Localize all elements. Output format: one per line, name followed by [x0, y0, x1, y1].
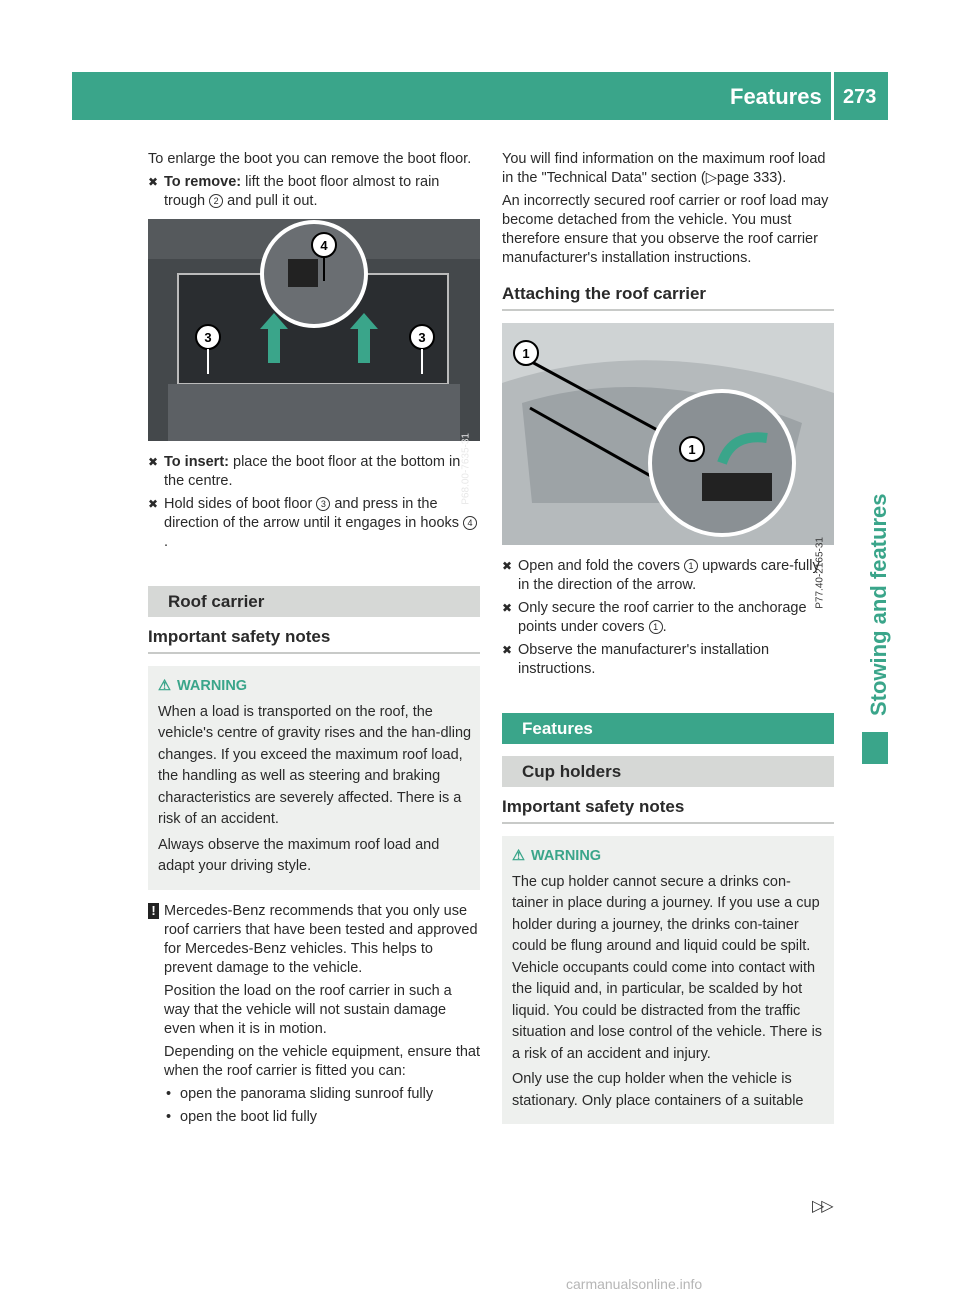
section-roof-carrier: Roof carrier	[148, 586, 480, 617]
step-arrow-icon: ✖	[148, 175, 159, 189]
step-text: and pull it out.	[223, 193, 318, 209]
step-arrow-icon: ✖	[148, 497, 159, 511]
step-text: lift the boot floor almost to rain trough	[164, 174, 440, 209]
callout-number: 2	[209, 194, 223, 208]
callout-1-detail: 1	[688, 442, 696, 457]
callout-number: 4	[463, 516, 477, 530]
warning-title-text: WARNING	[177, 678, 248, 694]
intro-text: To enlarge the boot you can remove the boot floor.	[148, 151, 472, 167]
step-observe	[502, 641, 834, 679]
intro-text-part: ).	[777, 170, 787, 186]
step-text: and press in the direction of the arrow until it engages in hooks	[164, 496, 464, 531]
subhead-attaching: Attaching the roof carrier	[502, 284, 834, 311]
step-text: Open and fold the covers	[518, 558, 685, 574]
callout-number: 1	[649, 620, 663, 634]
step-arrow-icon: ✖	[502, 601, 513, 615]
list-item-text: open the boot lid fully	[180, 1108, 318, 1125]
warning-text: The cup holder cannot secure a drinks con-tainer in place during a journey. If you use a cup holder during a journey, the drinks con-tainer could be flung around and liquid could be spilt. Vehicle occupants could come into contact with the liquid and, in particular, be scalded by hot liquid. You could be distracted from the traffic situation and lose control of the vehicle. There is a risk of an accident and injury.	[512, 873, 823, 1062]
step-text: Only secure the roof carrier to the anchorage points under covers	[518, 600, 807, 635]
note-text: Depending on the vehicle equipment, ensure that when the roof carrier is fitted you can:	[164, 1043, 480, 1079]
step-text: upwards care-fully in the direction of the arrow.	[518, 558, 820, 593]
step-open-covers	[502, 557, 834, 595]
intro-text-part: You will find information on the maximum roof load in the "Technical Data" section (	[502, 151, 826, 186]
exclamation-icon: !	[148, 903, 159, 919]
step-insert	[148, 453, 480, 491]
header-separator	[831, 72, 834, 120]
chapter-side-tab	[862, 444, 892, 716]
step-arrow-icon: ✖	[148, 455, 159, 469]
chapter-side-tab-label: Stowing and features	[866, 493, 891, 716]
figure-code: P77.40-2165-31	[815, 537, 826, 609]
page-number: 273	[843, 86, 877, 108]
warning-text: Only use the cup holder when the vehicle is stationary. Only place containers of a suitable	[512, 1071, 804, 1109]
section-features: Features	[502, 713, 834, 744]
subhead-safety-notes: Important safety notes	[148, 627, 480, 654]
continue-icon: ▷▷	[812, 1198, 831, 1215]
list-item	[164, 1108, 480, 1127]
bullet-icon: •	[166, 1108, 172, 1125]
warning-text: Always observe the maximum roof load and adapt your driving style.	[158, 836, 440, 874]
step-text: .	[662, 619, 667, 635]
figure-code: P68.00-7635-31	[461, 433, 472, 505]
warning-title-text: WARNING	[531, 848, 602, 864]
callout-number: 3	[316, 497, 330, 511]
step-arrow-icon: ✖	[502, 643, 513, 657]
page-section-title: Features	[730, 84, 822, 109]
page-link[interactable]: page 333	[716, 170, 778, 186]
callout-number: 1	[684, 559, 698, 573]
step-secure	[502, 599, 834, 637]
callout-1-top: 1	[522, 346, 530, 361]
note-text: Mercedes-Benz recommends that you only use roof carriers that have been tested and approved for Mercedes-Benz vehicles. This helps to prevent damage to the vehicle.	[164, 902, 478, 976]
boot-floor-illustration	[148, 219, 480, 441]
subhead-safety-notes: Important safety notes	[502, 797, 834, 824]
section-cup-holders: Cup holders	[502, 756, 834, 787]
note-box	[148, 902, 480, 1127]
step-label: To insert:	[164, 454, 229, 470]
note-text: Position the load on the roof carrier in such a way that the vehicle will not sustain damage even when it is in motion.	[164, 982, 452, 1037]
right-column	[502, 150, 834, 1136]
list-item	[164, 1085, 480, 1104]
callout-3-left: 3	[204, 330, 212, 345]
callout-3-right: 3	[418, 330, 426, 345]
step-label: To remove:	[164, 174, 242, 190]
intro-text	[502, 150, 834, 188]
callout-4: 4	[320, 238, 328, 253]
warning-triangle-icon: ⚠	[512, 848, 525, 864]
step-text: Hold sides of boot floor	[164, 496, 317, 512]
body-text: An incorrectly secured roof carrier or roof load may become detached from the vehicle. You must therefore ensure that you observe the roof carrier manufacturer's installation instructions.	[502, 193, 829, 266]
left-column	[148, 150, 480, 1131]
page-link-arrow-icon: ▷	[705, 170, 717, 186]
step-arrow-icon: ✖	[502, 559, 513, 573]
watermark: carmanualsonline.info	[566, 1276, 703, 1292]
roof-carrier-illustration	[502, 323, 834, 545]
warning-box	[502, 836, 834, 1124]
warning-text: When a load is transported on the roof, the vehicle's centre of gravity rises and the han-dling changes. If you exceed the maximum roof load, the handling as well as steering and braking characteristics are severely affected. There is a risk of an accident.	[158, 703, 472, 827]
bullet-icon: •	[166, 1085, 172, 1102]
warning-title	[512, 846, 826, 868]
warning-title	[158, 676, 472, 698]
chapter-marker	[862, 732, 888, 764]
step-text: place the boot floor at the bottom in the centre.	[164, 454, 461, 489]
list-item-text: open the panorama sliding sunroof fully	[180, 1085, 434, 1102]
warning-triangle-icon: ⚠	[158, 678, 171, 694]
warning-box	[148, 666, 480, 890]
step-remove	[148, 173, 480, 211]
step-hold	[148, 495, 480, 552]
step-text: .	[164, 534, 169, 550]
step-text: Observe the manufacturer's installation instructions.	[518, 642, 770, 677]
